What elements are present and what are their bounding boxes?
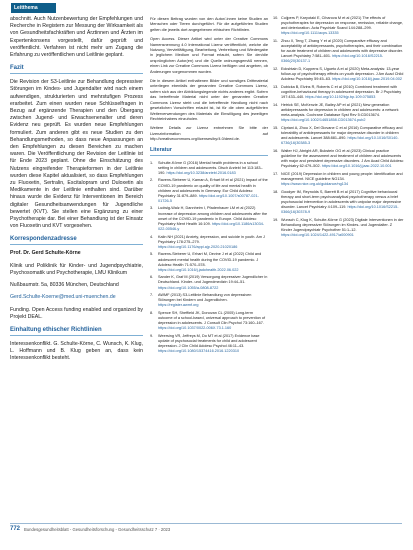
ethics-statement: Für diesen Beitrag wurden von den Autor/-innen keine Studien an Menschen oder Tieren durchgeführt. Für die aufgeführten Studien gelten die jeweils dort angegebenen ethischen Richtlinien.	[150, 16, 268, 32]
reference-item: 5. Ravens-Sieberer U, Erhart M, Devine J et al (2022) Child and adolescent mental health during the COVID-19 pandemic. J Adolesc Health 71:570–578. https://doi.org/10.1016/j.jadohealth.2022.06.022	[150, 252, 262, 272]
reference-link[interactable]: https://doi.org/10.1192/bjp.bp.109.075853	[305, 95, 376, 100]
reference-item: 2. Ravens-Sieberer U, Kaman A, Erhart M et al (2021) Impact of the COVID-19 pandemic on quality of life and mental health in children and adolescents in Germany. Eur Child Adolesc Psychiatry 31:879–889. https://doi.org/10.1007/s00787-021-01726-5	[150, 178, 268, 203]
license-link-paragraph: Weitere Details zur Lizenz entnehmen Sie bitte der Lizenzinformation auf http://creativecommons.org/licenses/by/4.0/deed.de.	[150, 125, 268, 142]
reference-list	[150, 161, 268, 355]
reference-link[interactable]: https://doi.org/10.1016/S2215-0366(20)30137-1	[281, 54, 384, 64]
reference-link[interactable]: https://doi.org/10.1016/j.jaac.2019.04.002	[332, 77, 402, 82]
reference-link[interactable]: https://doi.org/10.1016/S2215-0366(16)30378-9	[281, 204, 399, 214]
reference-link[interactable]: https://doi.org/10.1002/14651858.CD013674.pub2	[281, 118, 366, 123]
page-footer	[10, 523, 402, 534]
reference-item: 12. Eckshtain D, Kuppens S, Ugueto A et al (2020) Meta-analysis: 13-year follow-up of psychotherapy effects on youth depression. J Am Acad Child Adolesc Psychiatry 59:45–63. https://doi.org/10.1016/j.jaac.2019.04.002	[273, 67, 404, 82]
reference-link[interactable]: https://doi.org/10.1186/s13034-022-00546-y	[158, 221, 265, 231]
contact-email[interactable]: Gerd.Schulte-Koerne@med.uni-muenchen.de	[10, 294, 116, 301]
page-number: 772	[10, 526, 21, 532]
fazit-heading: Fazit	[10, 65, 143, 74]
ethics-heading: Einhaltung ethischer Richtlinien	[10, 327, 143, 336]
reference-link[interactable]: https://doi.org/10.1055/a-0808-8722	[158, 285, 219, 290]
reference-item: 19. Wunsch C, Klug K, Schulte-Körne G (2023) Digitale Interventionen in der Behandlung depressiver Störungen im Kindes- und Jugendalter. Z Kinder Jugendpsychiatr Psychother 51:1–12. https://doi.org/10.1024/1422-4917/a000901	[273, 217, 404, 237]
reference-item: 7. AWMF (2013) S3-Leitlinie Behandlung von depressiven Störungen bei Kindern und Jugendlichen. https://register.awmf.org	[150, 293, 252, 308]
reference-item: 16. Walter HJ, Abright AR, Bukstein OG et al (2023) Clinical practice guideline for the assessment and treatment of children and adolescents with major and persistent depressive disorders. J Am Acad Child Adolesc Psychiatry 62:479–502. https://doi.org/10.1016/j.jaac.2022.10.001	[273, 148, 404, 168]
literature-heading: Literatur	[150, 147, 268, 156]
reference-link[interactable]: https://doi.org/10.1016/j.jaac.2022.10.001	[321, 164, 392, 168]
reference-link[interactable]: https://doi.org/10.1037/0022-006X.73.1.160	[158, 326, 232, 331]
reference-item: 11. Zhou X, Teng T, Zhang Y et al (2020) Comparative efficacy and acceptability of antidepressants, psychotherapies, and their combination for acute treatment of children and adolescents with depressive disorder. Lancet Psychiatry 7:581–601. https://doi.org/10.1016/S2215-0366(20)30137-1	[273, 38, 403, 64]
reference-item: 18. Goodyer IM, Reynolds S, Barrett B et al (2017) Cognitive behavioural therapy and short-term psychoanalytical psychotherapy versus a brief psychosocial intervention in adolescents with unipolar major depressive disorder. Lancet Psychiatry 4:109–119. https://doi.org/10.1016/S2215-0366(16)30378-9	[273, 189, 402, 214]
column-1	[10, 16, 143, 516]
reference-item: 9. Weersing VR, Jeffreys M, Do MT et al (2017) Evidence base update of psychosocial treatments for child and adolescent depression. J Clin Child Adolesc Psychol 46:11–43. https://doi.org/10.1080/15374416.2016.1220310	[150, 334, 260, 354]
contact-heading: Korrespondenzadresse	[10, 236, 143, 245]
contact-name: Prof. Dr. Gerd Schulte-Körne	[10, 250, 81, 257]
column-3	[273, 16, 404, 521]
reference-item: 15. Cipriani A, Zhou X, Del Giovane C et al (2016) Comparative efficacy and tolerability of antidepressants for major depressive disorder in children and adolescents. Lancet 388:881–890. https://doi.org/10.1016/S0140-6736(16)30385-3	[273, 125, 403, 146]
section-tag: Leitthema	[11, 3, 56, 13]
reference-item: 13. Dubicka B, Elvins R, Roberts C et al (2010) Combined treatment with cognitive-behavioural therapy in adolescent depression. Br J Psychiatry 197:433–440. https://doi.org/10.1192/bjp.bp.109.075853	[273, 84, 402, 100]
reference-link[interactable]: https://doi.org/10.1111/acps.13335	[281, 31, 339, 36]
reference-item: 1. Schulte-Körne G (2016) Mental health problems in a school setting in children and adolescents. Dtsch Arztebl Int 113:183–190. https://doi.org/10.3238/arztebl.2016.0183	[150, 160, 263, 175]
reference-item: 3. Ludwig-Walz H, Dannheim I, Pfadenhauer LM et al (2022) Increase of depression among children and adolescents after the onset of the COVID-19 pandemic in Europe. Child Adolesc Psychiatry Ment Health 16:109. https://doi.org/10.1186/s13034-022-00546-y	[150, 206, 268, 231]
reference-item: 14. Hetrick SE, McKenzie JE, Bailey AP et al (2021) New generation antidepressants for depression in children and adolescents: a network meta-analysis. Cochrane Database Syst Rev 5:CD013674. https://doi.org/10.1002/14651858.CD013674.pub2	[273, 102, 399, 123]
reference-item: 6. Sander K, Graf M (2019) Versorgung depressiver Jugendlicher in Deutschland. Kinder- und Jugendmedizin 19:44–51. https://doi.org/10.1055/a-0808-8722	[150, 275, 268, 290]
reference-link[interactable]: https://register.awmf.org	[158, 303, 199, 308]
license-paragraph: Die in diesem Artikel enthaltenen Bilder und sonstiges Drittmaterial unterliegen ebenfalls der genannten Creative Commons Lizenz, sofern sich aus der Abbildungslegende nichts anderes ergibt. Sofern das betreffende Material nicht unter der genannten Creative Commons Lizenz steht und die betreffende Handlung nicht nach gesetzlichen Vorschriften erlaubt ist, ist für die oben aufgeführten Weiterverwendungen des Materials die Einwilligung des jeweiligen Rechteinhabers einzuholen.	[150, 78, 268, 121]
contact-line: Klinik und Poliklinik für Kinder- und Jugendpsychiatrie, Psychosomatik und Psychotherapie, LMU Klinikum	[10, 262, 143, 276]
reference-link[interactable]: https://doi.org/10.1176/appi.ajp.2020.21020186	[158, 244, 238, 249]
reference-link[interactable]: https://doi.org/10.1016/j.jadohealth.2022.06.022	[158, 267, 239, 272]
funding-note: Funding. Open Access funding enabled and organized by Projekt DEAL.	[10, 306, 143, 320]
reference-item: 8. Spence SH, Sheffield JK, Donovan CL (2005) Long-term outcome of a school-based, universal approach to prevention of depression in adolescents. J Consult Clin Psychol 73:160–167. https://doi.org/10.1037/0022-006X.73.1.160	[150, 311, 266, 331]
reference-item: 4. Kalin NH (2021) Anxiety, depression, and suicide in youth. Am J Psychiatry 178:275–279. https://doi.org/10.1176/appi.ajp.2020.21020186	[150, 234, 265, 249]
reference-link[interactable]: https://doi.org/10.1007/s00787-021-01726-5	[158, 193, 259, 203]
reference-link[interactable]: https://doi.org/10.1080/15374416.2016.1220310	[158, 349, 240, 354]
ethics-paragraph: Interessenkonflikt. G. Schulte-Körne, C. Wunsch, K. Klug, L. Hoffmann und B. Klug geben an, dass kein Interessenkonflikt besteht.	[10, 340, 143, 362]
reference-link[interactable]: https://www.nice.org.uk/guidance/ng134	[281, 181, 349, 186]
reference-list-continued	[273, 16, 404, 238]
reference-link[interactable]: https://doi.org/10.3238/arztebl.2016.0183	[166, 170, 236, 175]
journal-citation: Bundesgesundheitsblatt - Gesundheitsforschung - Gesundheitsschutz 7 · 2023	[24, 526, 171, 532]
reference-item: 10. Cuijpers P, Karyotaki E, Ciharova M et al (2021) The effects of psychotherapies for depression on response, remission, reliable change, and deterioration. Acta Psychiatr Scand 144:288–299. https://doi.org/10.1111/acps.13335	[273, 16, 403, 36]
reference-item: 17. NICE (2019) Depression in children and young people: identification and management. NICE guideline NG134. https://www.nice.org.uk/guidance/ng134	[273, 171, 403, 186]
intro-paragraph: abschnitt. Auch Nutzenbewertung der Empfehlungen und Recherche in Registern zur Messung der Wirksamkeit als von Gesundheitsfachkräften und Ärztinnen und Ärzten im Expertenkonsens vorgestellt, dafür geprüft und veröffentlicht. Verfahren ist nicht mehr um Zugang die Erfahrung zu veröffentlichen und Leitlinie geplant.	[10, 16, 143, 59]
fazit-paragraph: Die Revision der S3-Leitlinie zur Behandlung depressiver Störungen im Kindes- und Jugendalter wird nach einem aufwendigen, strukturierten und mehrstufigen Prozess erarbeitet. Zum einen wurden neue Schlüsselfragen in Bezug auf ergänzende Therapien und den Übergang zwischen Jugend- und Erwachsenenalter und deren Evidenz neu geprüft. Es wurden neue Empfehlungen formuliert. Zum anderen gibt es neue Studien zu den Behandlungsmethoden, so dass neue Anpassungen an den Empfehlungen zu diesen Bereichen zu machen waren. Die Veröffentlichung der Revision der Leitlinie ist für Ende 2023 geplant. Ohne die Einschätzung des Nutzens eingreifender Therapieformen in der Leitlinie wurden diese Kapitel aktualisiert, so dass Empfehlungen zu Fluoxetin, Sertralin, Escitalopram und Duloxetin als Medikamente in der Leitlinie enthalten sind. Darüber hinaus wurde die Evidenz für Interventionen im Bereich digitaler Gesundheitsanwendungen für Jugendliche bewertet (KVT). Sie stellen eine Ergänzung zu einer Psychotherapie dar. Bei einer Behandlung ist der Einsatz von Fluoxetin und KVT vorgesehen.	[10, 79, 143, 230]
open-access-paragraph: Open Access. Dieser Artikel wird unter der Creative Commons Namensnennung 4.0 International Lizenz veröffentlicht, welche die Nutzung, Vervielfältigung, Bearbeitung, Verbreitung und Wiedergabe in jeglichem Medium und Format erlaubt, sofern Sie den/die ursprünglichen Autor(en) und die Quelle ordnungsgemäß nennen, einen Link zur Creative Commons Lizenz beifügen und angeben, ob Änderungen vorgenommen wurden.	[150, 36, 268, 74]
reference-link[interactable]: https://doi.org/10.1016/S0140-6736(16)30385-3	[281, 135, 399, 146]
reference-link[interactable]: https://doi.org/10.1024/1422-4917/a000901	[281, 232, 354, 237]
contact-line: Nußbaumstr. 5a, 80336 München, Deutschland	[10, 282, 119, 289]
column-2	[150, 16, 268, 521]
